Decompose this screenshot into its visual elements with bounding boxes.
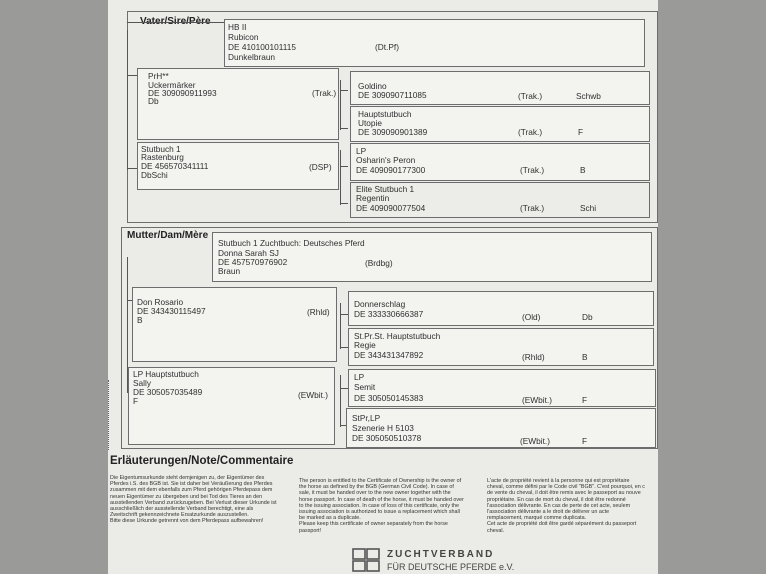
dam-sire-name: Don Rosario (137, 297, 184, 307)
sire-dam-id: DE 456570341111 (141, 161, 209, 171)
notes-english: The person is entitled to the Certificate of Ownership is the owner of the horse as defined by the BGB (German Civil Code). In case of sale, it must be handed over to the new owner together with the horse passport. In case of death of the horse, it must be handed over to the issuing association. In case of loss of this certificate, only the issuing association is authorized to issue a replacement which shall be marked as a duplicate. Please keep this certificate of owner separately from the horse passport! (299, 478, 464, 534)
sire-sire-sire-breed: (Trak.) (518, 91, 543, 101)
dam-id: DE 457570976902 (218, 257, 288, 267)
sire-dam-line1: Stutbuch 1 (141, 144, 181, 154)
sire-sire-dam-line1: Hauptstutbuch (358, 109, 412, 119)
dam-dam-dam-breed: (EWbit.) (520, 436, 550, 446)
notes-german: Die Eigentumsurkunde steht demjenigen zu, der Eigentümer des Pferdes i.S. des BGB ist. Sie ist daher bei Veräußerung des Pferdes zusammen mit dem ebenfalls zum Pferd gehörigen Pferdepass dem neuen Eigentümer zu übergeben und bei Tod des Tieres an den ausstellenden Verband zurückzugeben. Bei Verlust dieser Urkunde ist ausschließlich der ausstellende Verband berechtigt, eine als Zweitschrift gekennzeichnete Ersatzurkunde auszustellen. Bitte diese Urkunde getrennt von dem Pferdepass aufbewahren! (110, 475, 277, 525)
connector (340, 375, 341, 427)
connector (127, 22, 225, 23)
dam-sire-dam-color: B (582, 352, 588, 362)
connector (340, 388, 348, 389)
dam-dam-sire-line1: LP (354, 372, 365, 382)
org-name-line1: ZUCHTVERBAND (387, 549, 495, 560)
connector (340, 80, 341, 130)
dam-dam-sire-color: F (582, 395, 588, 405)
dam-dam-name: Sally (133, 378, 151, 388)
connector (340, 314, 348, 315)
association-logo-icon (352, 548, 380, 572)
sire-dam-dam-id: DE 409090077504 (356, 203, 426, 213)
sire-sire-line1: PrH** (148, 71, 169, 81)
sire-sire-sire-id: DE 309090711085 (358, 90, 427, 100)
sire-breed: (Dt.Pf) (375, 42, 399, 52)
notes-french: L'acte de propriété revient à la personne qui est propriétaire cheval, comme défini par le Code civil "BGB". C'est pourquoi, en c de vente du cheval, il doit être remis avec le passeport au nouve propriétaire. En cas de mort du cheval, il doit être redonné l'association délivrante. En cas de perte de cet acte, seulem l'association délivrante a le droit de délivrer un acte remplacement, marqué comme duplicata. Cet acte de propriété doit être gardé séparément du passeport cheval. (487, 478, 645, 534)
dam-sire-id: DE 343430115497 (137, 306, 206, 316)
sire-dam-dam-name: Regentin (356, 193, 390, 203)
connector (340, 150, 341, 205)
dam-sire-color: B (137, 315, 143, 325)
dam-sire-sire-id: DE 333330666387 (354, 309, 424, 319)
dam-section-title: Mutter/Dam/Mère (127, 230, 209, 241)
sire-dam-dam-breed: (Trak.) (520, 203, 545, 213)
notes-title: Erläuterungen/Note/Commentaire (110, 455, 294, 467)
dam-line1: Stutbuch 1 Zuchtbuch: Deutsches Pferd (218, 238, 365, 248)
connector (340, 347, 348, 348)
dam-dam-line1: LP Hauptstutbuch (133, 369, 199, 379)
connector (340, 303, 341, 349)
dam-sire-dam-id: DE 343431347892 (354, 350, 424, 360)
sire-sire-dam-color: F (578, 127, 584, 137)
sire-dam-sire-name: Osharin's Peron (356, 155, 416, 165)
dam-dam-dam-line1: StPr,LP (352, 413, 381, 423)
sire-dam-sire-color: B (580, 165, 586, 175)
sire-dam-dam-color: Schi (580, 203, 597, 213)
sire-sire-color: Db (148, 96, 159, 106)
dam-dam-sire-breed: (EWbit.) (522, 395, 552, 405)
dam-dam-dam-id: DE 305050510378 (352, 433, 422, 443)
dam-sire-dam-name: Regie (354, 340, 376, 350)
sire-sire-dam-id: DE 309090901389 (358, 127, 428, 137)
connector (127, 168, 137, 169)
dam-dam-breed: (EWbit.) (298, 390, 328, 400)
sire-sire-breed: (Trak.) (312, 88, 337, 98)
connector (340, 90, 348, 91)
sire-id: DE 410100101115 (228, 42, 296, 52)
sire-sire-id: DE 309090911993 (148, 88, 217, 98)
sire-sire-dam-breed: (Trak.) (518, 127, 543, 137)
dam-sire-dam-breed: (Rhld) (522, 352, 545, 362)
dam-sire-sire-name: Donnerschlag (354, 299, 406, 309)
connector (340, 166, 348, 167)
sire-dam-dam-line1: Elite Stutbuch 1 (356, 184, 415, 194)
dam-dam-sire-name: Semit (354, 382, 376, 392)
sire-dam-color: DbSchi (141, 170, 168, 180)
dam-dam-id: DE 305057035489 (133, 387, 203, 397)
sire-sire-sire-color: Schwb (576, 91, 601, 101)
dam-dam-dam-name: Szenerie H 5103 (352, 423, 414, 433)
sire-line1: HB II (228, 22, 247, 32)
dam-dam-color: F (133, 396, 139, 406)
sire-dam-name: Rastenburg (141, 152, 184, 162)
dam-dam-sire-id: DE 305050145383 (354, 393, 424, 403)
org-name-line2: FÜR DEUTSCHE PFERDE e.V. (387, 562, 515, 572)
sire-dam-sire-id: DE 409090177300 (356, 165, 426, 175)
connector (127, 30, 128, 170)
sire-dam-breed: (DSP) (309, 162, 332, 172)
dam-sire-breed: (Rhld) (307, 307, 330, 317)
connector (127, 75, 137, 76)
dam-sire-sire-color: Db (582, 312, 593, 322)
dam-color: Braun (218, 266, 241, 276)
sire-color: Dunkelbraun (228, 52, 276, 62)
dotted-margin (108, 380, 109, 450)
dam-dam-dam-color: F (582, 436, 588, 446)
sire-sire-name: Uckermärker (148, 80, 196, 90)
sire-sire-dam-name: Utopie (358, 118, 382, 128)
connector (340, 128, 348, 129)
dam-sire-dam-line1: St.Pr.St. Hauptstutbuch (354, 331, 441, 341)
sire-name: Rubicon (228, 32, 259, 42)
dam-breed: (Brdbg) (365, 258, 393, 268)
dam-sire-sire-breed: (Old) (522, 312, 541, 322)
sire-dam-sire-breed: (Trak.) (520, 165, 545, 175)
connector (340, 203, 348, 204)
sire-dam-sire-line1: LP (356, 146, 367, 156)
sire-sire-sire-name: Goldino (358, 81, 387, 91)
dam-name: Donna Sarah SJ (218, 248, 279, 258)
